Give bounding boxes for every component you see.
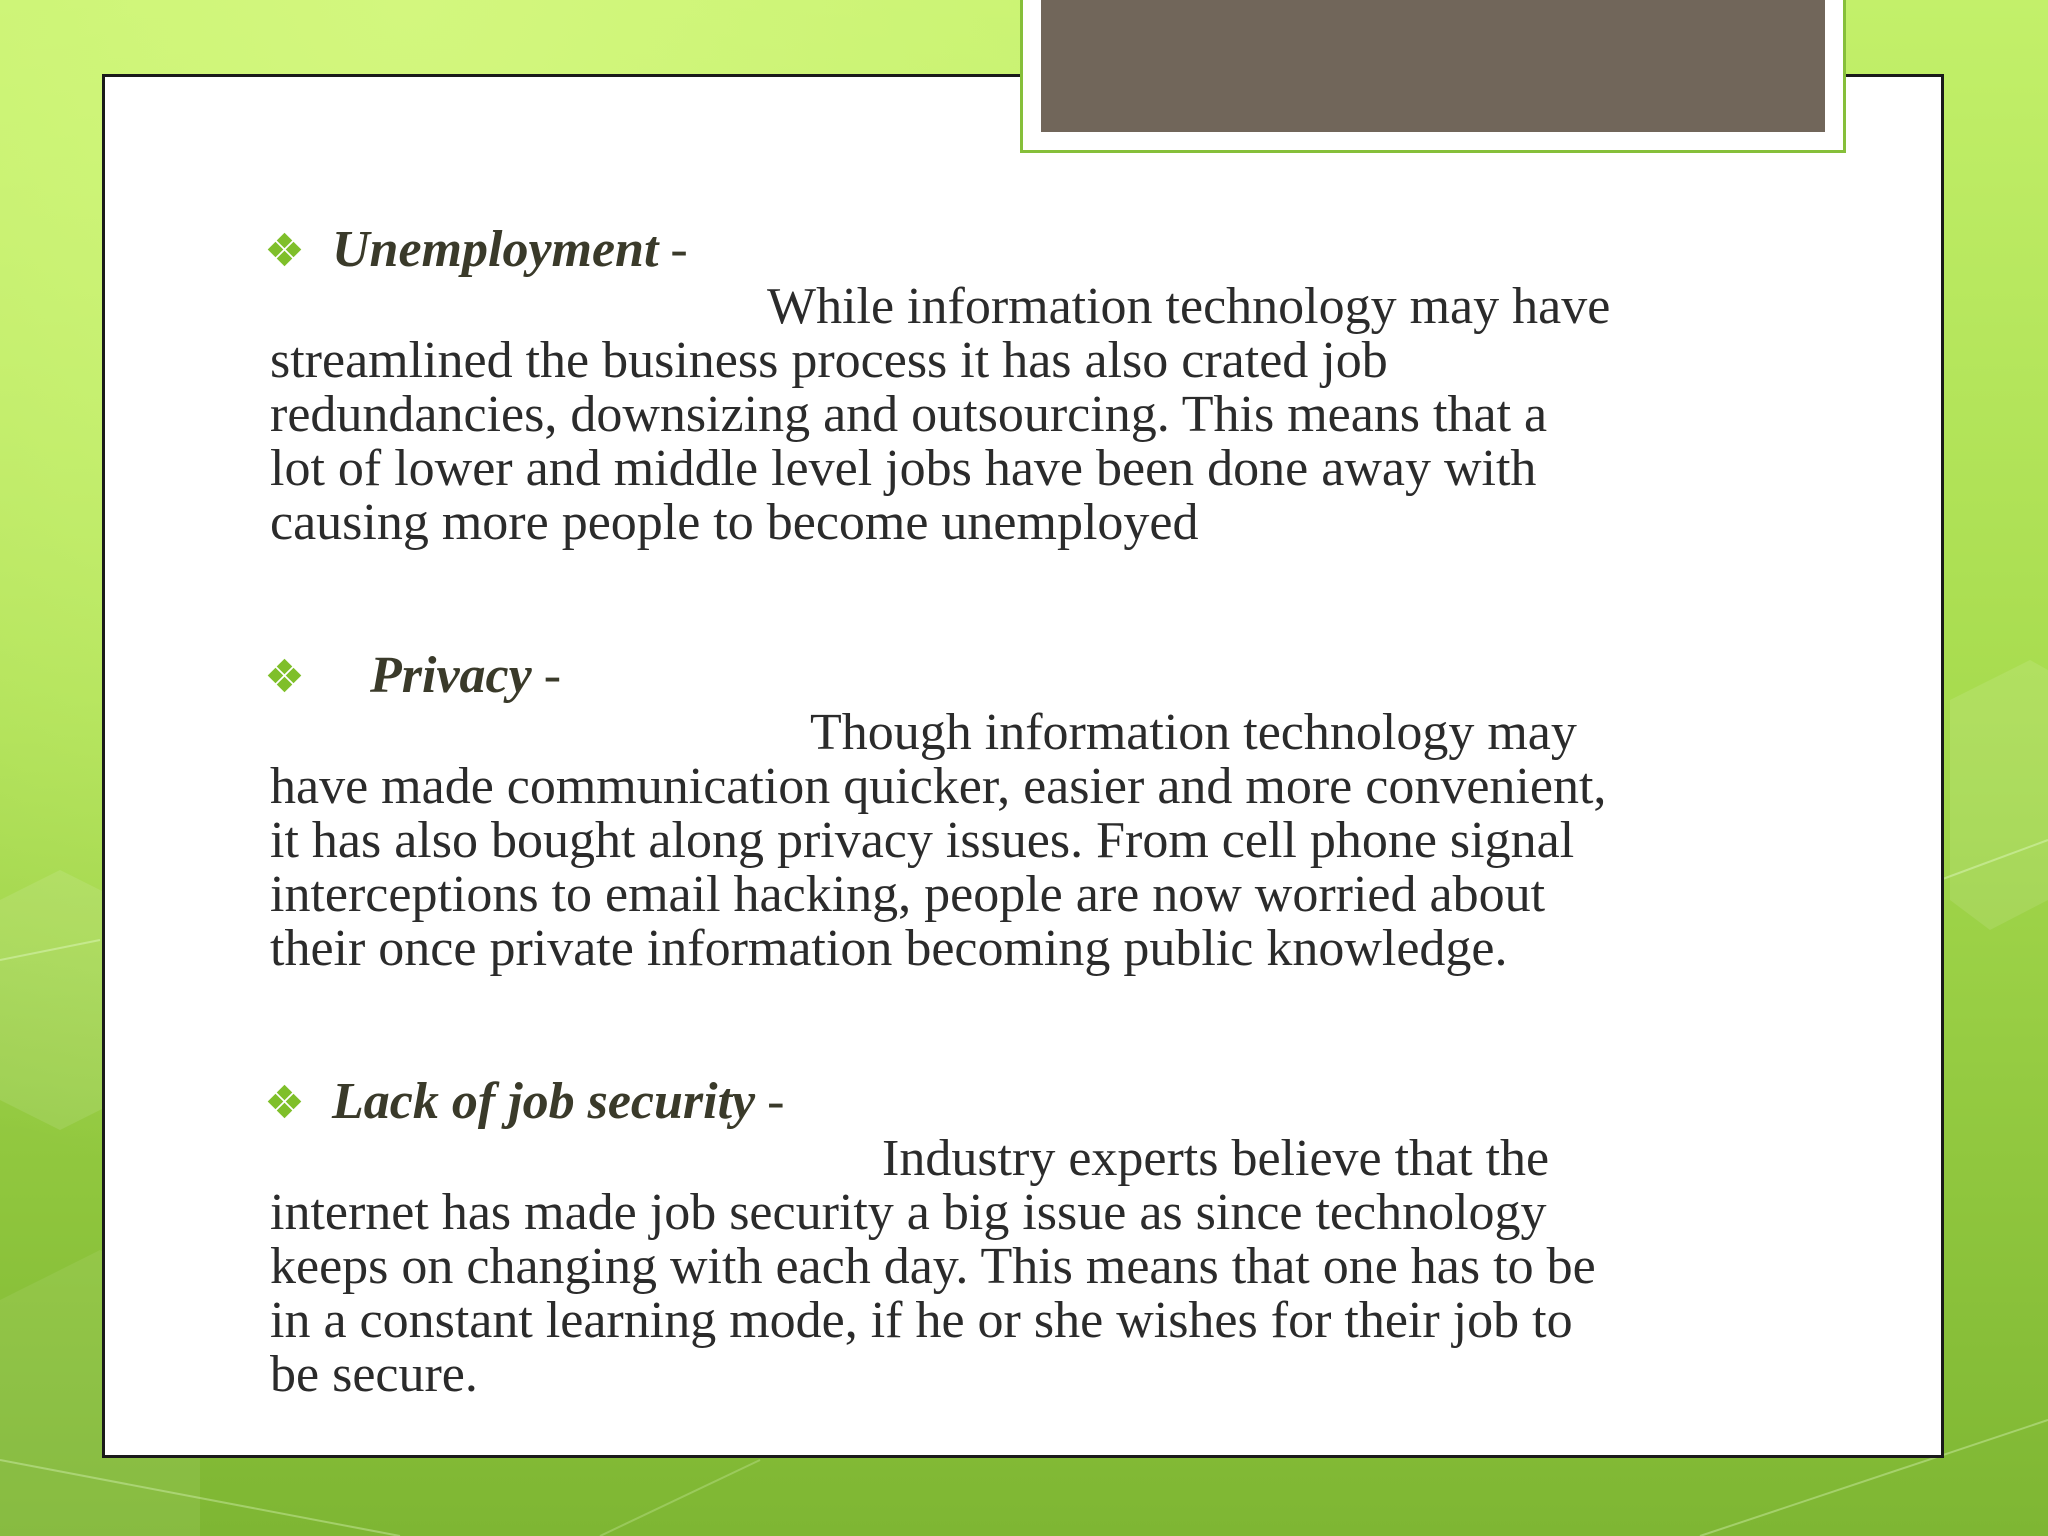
- four-diamond-bullet-icon: [270, 1087, 300, 1117]
- body-line: have made communication quicker, easier and more convenient,: [270, 758, 1607, 815]
- four-diamond-bullet-icon: [270, 661, 300, 691]
- slide-content: [270, 212, 1750, 1402]
- body-line: While information technology may have: [767, 278, 1611, 335]
- section-dash: -: [543, 647, 562, 704]
- body-line: Industry experts believe that the: [882, 1130, 1550, 1187]
- section-lack-of-job-security: [270, 1064, 1750, 1402]
- section-unemployment: [270, 212, 1750, 550]
- section-body: [270, 280, 1750, 550]
- section-body: [270, 706, 1750, 976]
- section-dash: -: [670, 221, 688, 278]
- body-line: interceptions to email hacking, people are now worried about: [270, 866, 1546, 923]
- body-line: keeps on changing with each day. This means that one has to be: [270, 1238, 1596, 1295]
- body-line: internet has made job security a big issue as since technology: [270, 1184, 1547, 1241]
- body-line: causing more people to become unemployed: [270, 494, 1199, 551]
- title-placeholder-fill: [1041, 0, 1825, 132]
- section-term: Privacy: [370, 647, 532, 704]
- section-term: Unemployment: [332, 221, 659, 278]
- body-line: it has also bought along privacy issues. From cell phone signal: [270, 812, 1575, 869]
- section-heading: [270, 638, 1750, 714]
- section-heading: [270, 1064, 1750, 1140]
- body-line: lot of lower and middle level jobs have been done away with: [270, 440, 1537, 497]
- section-heading: [270, 212, 1750, 288]
- body-line: streamlined the business process it has also crated job: [270, 332, 1388, 389]
- section-privacy: [270, 638, 1750, 976]
- body-line: be secure.: [270, 1346, 478, 1403]
- section-dash: -: [767, 1073, 785, 1130]
- body-line: in a constant learning mode, if he or she wishes for their job to: [270, 1292, 1573, 1349]
- body-line: Though information technology may: [810, 704, 1577, 761]
- title-placeholder: [1020, 0, 1846, 153]
- body-line: redundancies, downsizing and outsourcing. This means that a: [270, 386, 1548, 443]
- body-line: their once private information becoming public knowledge.: [270, 920, 1508, 977]
- section-term: Lack of job security: [332, 1073, 756, 1130]
- four-diamond-bullet-icon: [270, 235, 300, 265]
- section-body: [270, 1132, 1750, 1402]
